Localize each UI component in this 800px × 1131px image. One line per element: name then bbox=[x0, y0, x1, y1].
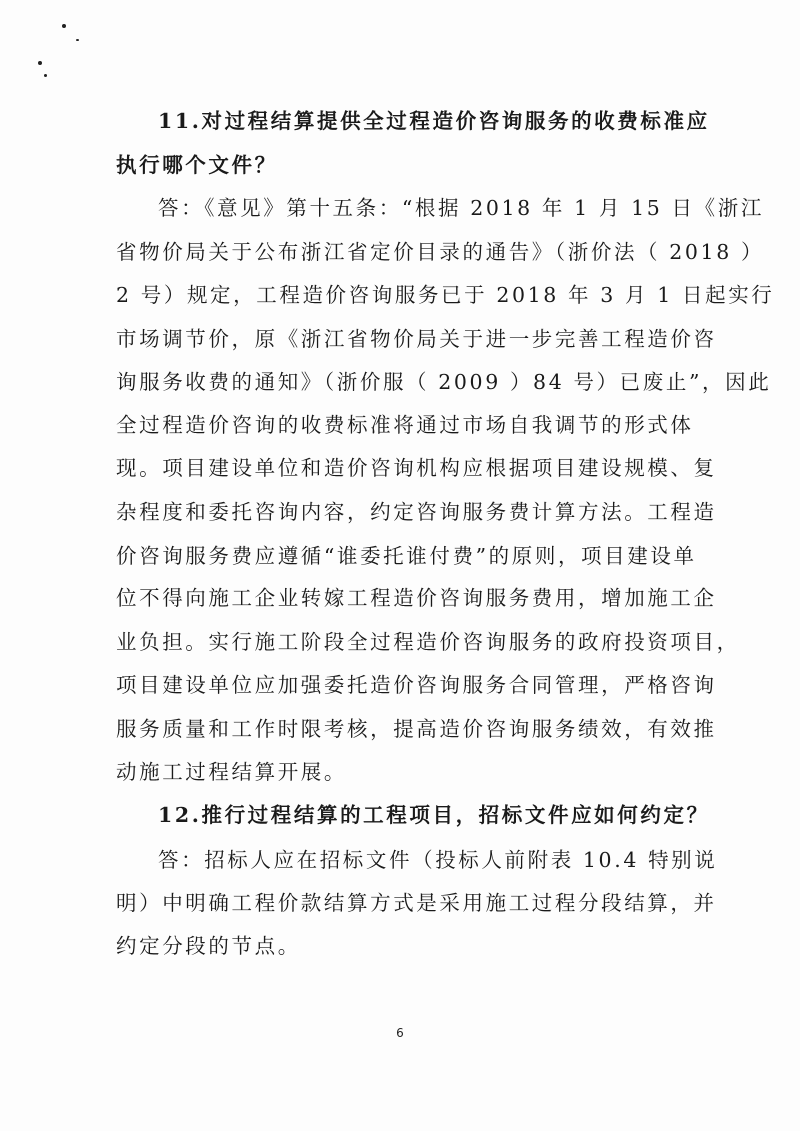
answer-11-line-12: 项目建设单位应加强委托造价咨询服务合同管理，严格咨询 bbox=[116, 673, 717, 697]
question-12-line-1: 12.推行过程结算的工程项目，招标文件应如何约定？ bbox=[158, 803, 710, 827]
answer-11-line-9: 价咨询服务费应遵循“谁委托谁付费”的原则，项目建设单 bbox=[116, 544, 697, 568]
scan-speck bbox=[62, 24, 66, 28]
answer-12-line-1: 答：招标人应在招标文件（投标人前附表 10.4 特别说 bbox=[158, 848, 718, 872]
page-number: 6 bbox=[396, 1026, 404, 1040]
answer-11-line-13: 服务质量和工作时限考核，提高造价咨询服务绩效，有效推 bbox=[116, 717, 717, 741]
question-11-line-2: 执行哪个文件？ bbox=[116, 153, 278, 177]
answer-11-line-5: 询服务收费的通知》（浙价服（ 2009 ）84 号）已废止”，因此 bbox=[116, 370, 772, 394]
answer-11-line-1: 答：《意见》第十五条：“根据 2018 年 1 月 15 日《浙江 bbox=[158, 196, 764, 220]
answer-12-line-3: 约定分段的节点。 bbox=[116, 934, 301, 958]
scan-speck bbox=[44, 74, 47, 77]
scan-speck bbox=[38, 61, 42, 65]
answer-11-line-7: 现。项目建设单位和造价咨询机构应根据项目建设规模、复 bbox=[116, 456, 717, 480]
answer-11-line-4: 市场调节价，原《浙江省物价局关于进一步完善工程造价咨 bbox=[116, 327, 717, 351]
question-11-line-1: 11.对过程结算提供全过程造价咨询服务的收费标准应 bbox=[158, 109, 710, 133]
answer-11-line-2: 省物价局关于公布浙江省定价目录的通告》（浙价法（ 2018 ） bbox=[116, 240, 765, 264]
answer-11-line-14: 动施工过程结算开展。 bbox=[116, 760, 347, 784]
answer-11-line-6: 全过程造价咨询的收费标准将通过市场自我调节的形式体 bbox=[116, 413, 694, 437]
answer-11-line-10: 位不得向施工企业转嫁工程造价咨询服务费用，增加施工企 bbox=[116, 586, 717, 610]
answer-11-line-11: 业负担。实行施工阶段全过程造价咨询服务的政府投资项目， bbox=[116, 630, 740, 654]
answer-11-line-3: 2 号）规定，工程造价咨询服务已于 2018 年 3 月 1 日起实行 bbox=[116, 283, 775, 307]
answer-12-line-2: 明）中明确工程价款结算方式是采用施工过程分段结算，并 bbox=[116, 891, 717, 915]
scan-speck bbox=[76, 39, 79, 41]
answer-11-line-8: 杂程度和委托咨询内容，约定咨询服务费计算方法。工程造 bbox=[116, 500, 717, 524]
